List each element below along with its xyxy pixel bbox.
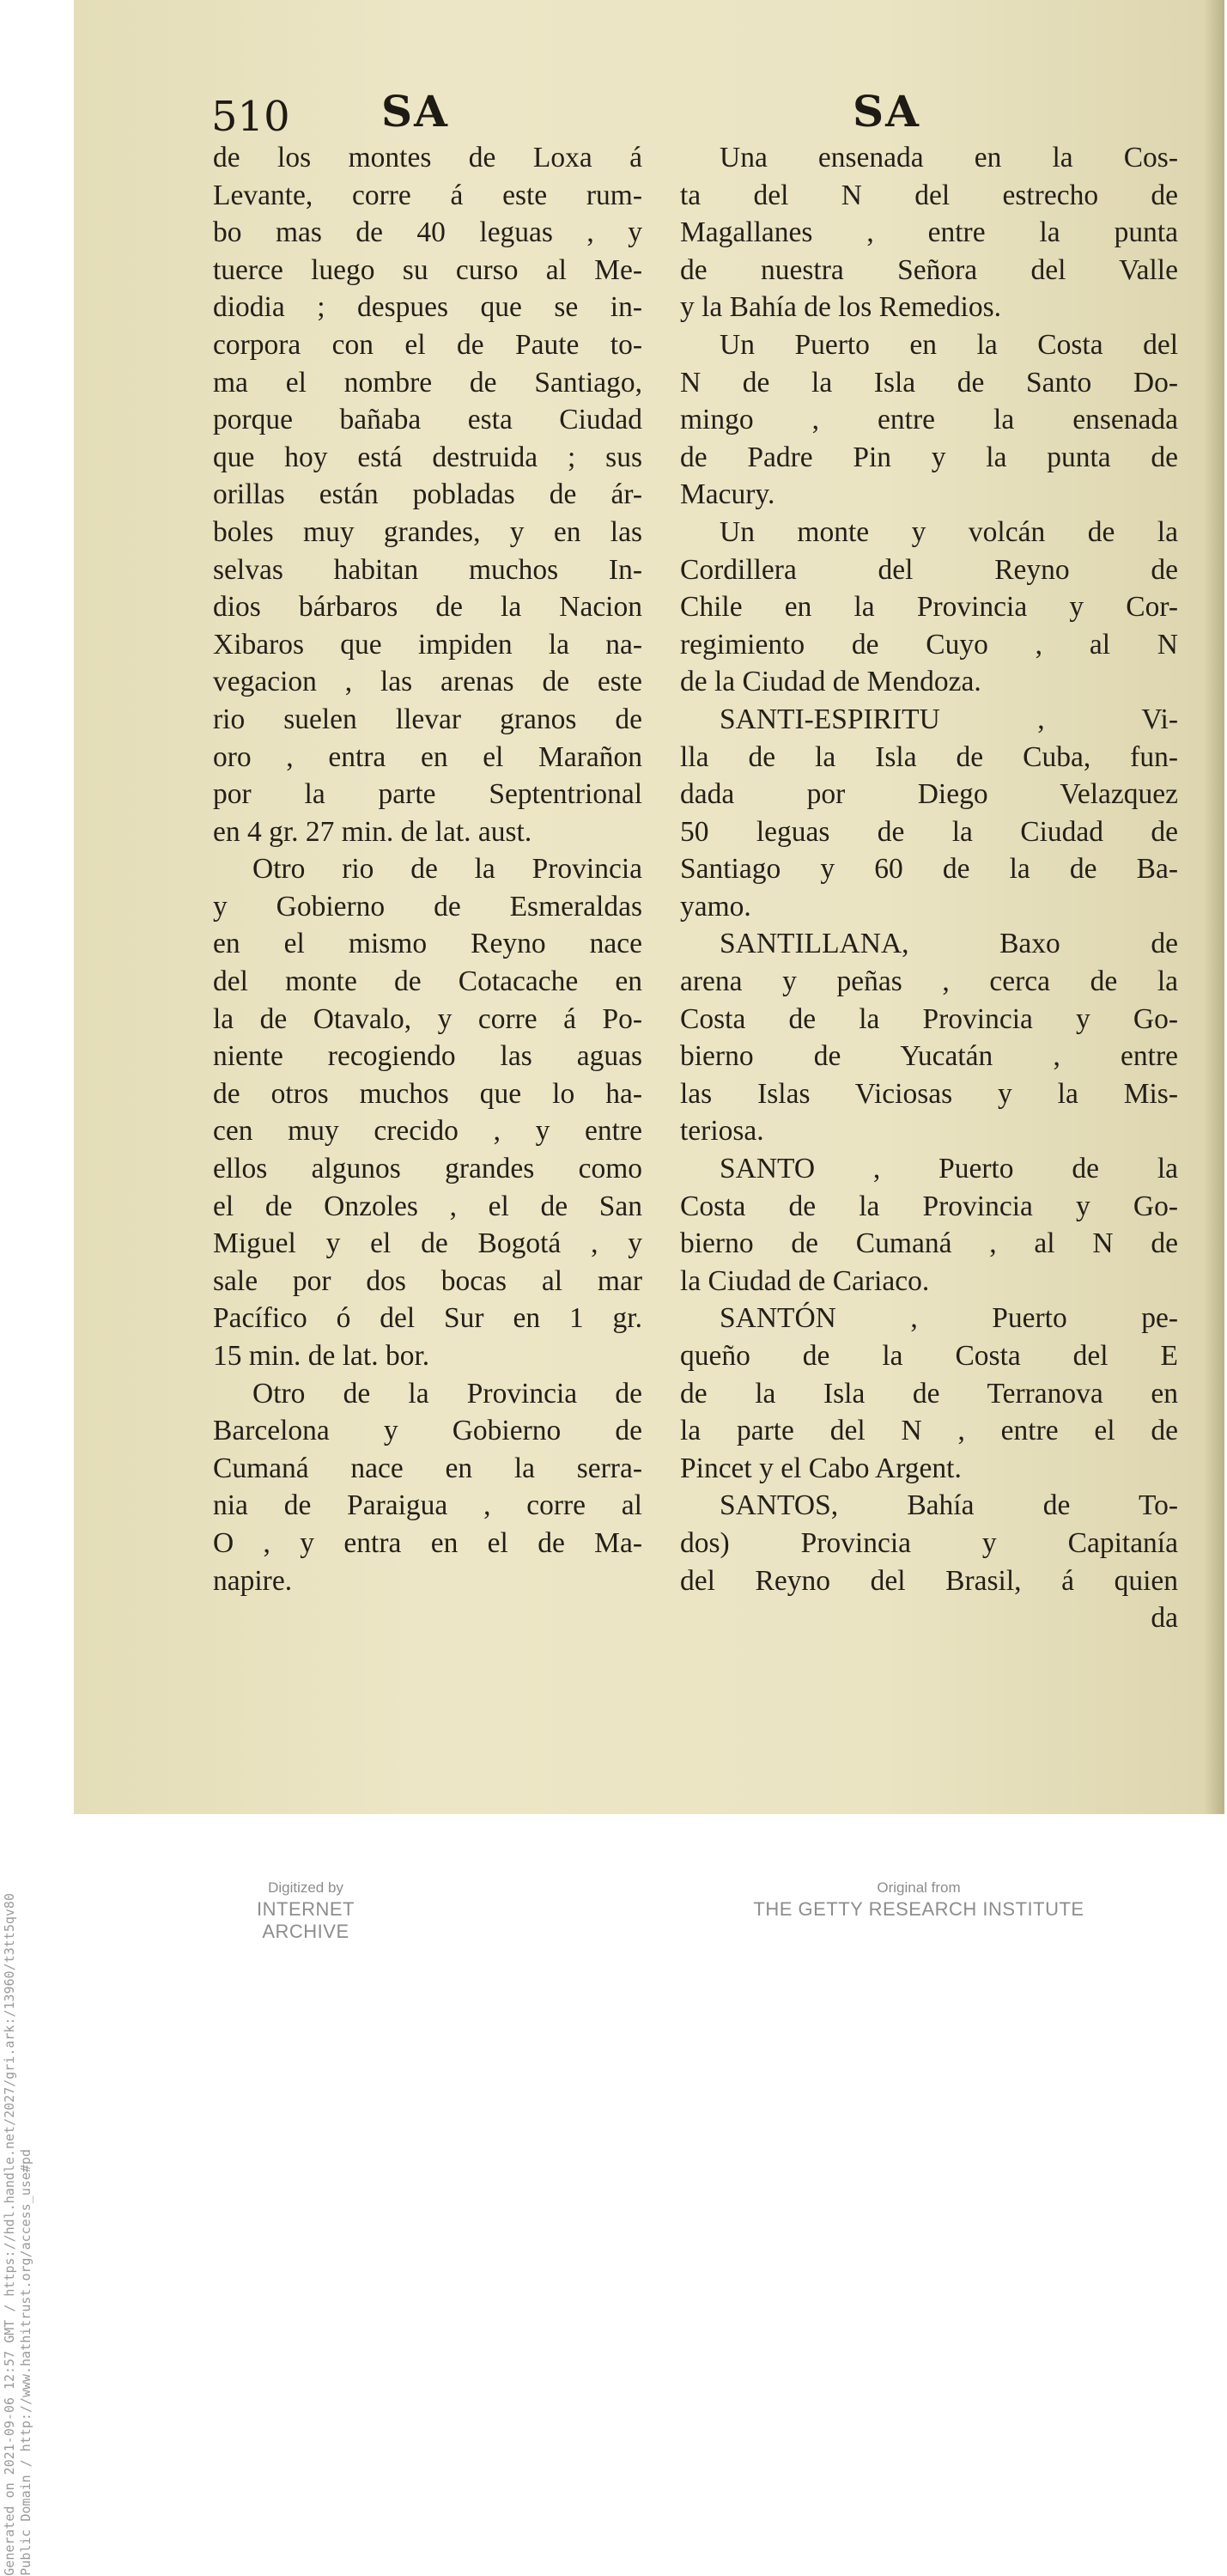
text-line: Chile en la Provincia y Cor- [680,591,1178,624]
text-line: el de Onzoles , el de San [213,1190,642,1222]
text-line: bierno de Cumaná , al N de [680,1227,1178,1260]
text-line: de la Ciudad de Mendoza. [680,666,981,698]
text-line: por la parte Septentrional [213,778,642,811]
watermark-line: Public Domain / http://www.hathitrust.org/access_use#pd [18,2149,33,2576]
text-line: Costa de la Provincia y Go- [680,1002,1178,1035]
text-line: diodia ; despues que se in- [213,291,642,324]
text-line: bo mas de 40 leguas , y [213,216,642,249]
text-line: corpora con el de Paute to- [213,328,642,361]
original-from-credit [747,1879,1090,1921]
text-line: la de Otavalo, y corre á Po- [213,1002,642,1035]
text-line: Pincet y el Cabo Argent. [680,1452,962,1484]
digitized-by-label: Digitized by [268,1879,343,1896]
text-line: ma el nombre de Santiago, [213,366,642,399]
text-line: Macury. [680,478,775,511]
book-page [74,0,1224,1814]
text-line: oro , entra en el Marañon [213,740,642,773]
text-line: Cordillera del Reyno de [680,553,1178,586]
getty-institute-label: THE GETTY RESEARCH INSTITUTE [753,1898,1084,1920]
text-line: 15 min. de lat. bor. [213,1340,430,1372]
digitized-by-credit [211,1879,400,1943]
text-line: orillas están pobladas de ár- [213,478,642,511]
text-line: dios bárbaros de la Nacion [213,591,642,624]
text-line: Un Puerto en la Costa del [720,328,1178,361]
text-line: del monte de Cotacache en [213,965,642,998]
text-line: la parte del N , entre el de [680,1415,1178,1447]
page-edge-shadow [1204,0,1224,1814]
page-number: 510 [211,93,290,141]
text-line: boles muy grandes, y en las [213,515,642,548]
text-line: de los montes de Loxa á [213,142,642,174]
right-text-column [680,139,1178,1637]
text-line: Levante, corre á este rum- [213,179,642,211]
text-line: Barcelona y Gobierno de [213,1415,642,1447]
running-header [74,86,1224,146]
text-line: SANTOS, Bahía de To- [720,1489,1178,1522]
text-line: cen muy crecido , y entre [213,1115,642,1148]
text-line: Otro de la Provincia de [252,1377,642,1410]
text-line: O , y entra en el de Ma- [213,1526,642,1559]
text-line: N de la Isla de Santo Do- [680,366,1178,399]
text-line: SANTÓN , Puerto pe- [720,1302,1178,1335]
text-line: da [1151,1602,1178,1635]
text-line: de la Isla de Terranova en [680,1377,1178,1410]
text-line: Pacífico ó del Sur en 1 gr. [213,1302,642,1335]
text-line: de nuestra Señora del Valle [680,253,1178,286]
text-line: en el mismo Reyno nace [213,928,642,960]
text-line: lla de la Isla de Cuba, fun- [680,740,1178,773]
text-line: ta del N del estrecho de [680,179,1178,211]
text-line: de otros muchos que lo ha- [213,1077,642,1110]
text-line: ellos algunos grandes como [213,1153,642,1185]
text-line: bierno de Yucatán , entre [680,1040,1178,1073]
text-line: yamo. [680,890,751,923]
text-line: del Reyno del Brasil, á quien [680,1564,1178,1597]
text-line: vegacion , las arenas de este [213,666,642,698]
right-running-head: SA [853,86,920,137]
text-line: SANTILLANA, Baxo de [720,928,1178,960]
text-line: Un monte y volcán de la [720,515,1178,548]
text-line: 50 leguas de la Ciudad de [680,815,1178,848]
text-line: tuerce luego su curso al Me- [213,253,642,286]
text-line: regimiento de Cuyo , al N [680,628,1178,661]
text-line: y Gobierno de Esmeraldas [213,890,642,923]
hathitrust-watermark [2,929,36,2576]
text-line: dada por Diego Velazquez [680,778,1178,811]
text-line: Magallanes , entre la punta [680,216,1178,249]
text-line: arena y peñas , cerca de la [680,965,1178,998]
text-line: Costa de la Provincia y Go- [680,1190,1178,1222]
watermark-line: Generated on 2021-09-06 12:57 GMT / https://hdl.handle.net/2027/gri.ark:/13960/t3tt5qv80 [2,1893,17,2576]
text-line: en 4 gr. 27 min. de lat. aust. [213,815,532,848]
text-line: mingo , entre la ensenada [680,404,1178,436]
text-line: queño de la Costa del E [680,1340,1178,1372]
text-line: Una ensenada en la Cos- [720,142,1178,174]
text-line: dos) Provincia y Capitanía [680,1526,1178,1559]
original-from-label: Original from [877,1879,961,1896]
internet-archive-label: INTERNET ARCHIVE [257,1898,355,1942]
text-line: Miguel y el de Bogotá , y [213,1227,642,1260]
text-line: Cumaná nace en la serra- [213,1452,642,1484]
text-line: niente recogiendo las aguas [213,1040,642,1073]
text-line: que hoy está destruida ; sus [213,441,642,473]
text-line: sale por dos bocas al mar [213,1264,642,1297]
text-line: rio suelen llevar granos de [213,703,642,735]
text-line: SANTO , Puerto de la [720,1153,1178,1185]
text-line: y la Bahía de los Remedios. [680,291,1002,324]
text-line: porque bañaba esta Ciudad [213,404,642,436]
text-line: SANTI-ESPIRITU , Vi- [720,703,1178,735]
text-line: Otro rio de la Provincia [252,853,642,886]
text-line: teriosa. [680,1115,764,1148]
text-line: la Ciudad de Cariaco. [680,1264,930,1297]
text-line: nia de Paraigua , corre al [213,1489,642,1522]
text-line: Santiago y 60 de la de Ba- [680,853,1178,886]
left-running-head: SA [381,86,449,137]
text-line: napire. [213,1564,293,1597]
text-line: las Islas Viciosas y la Mis- [680,1077,1178,1110]
text-line: Xibaros que impiden la na- [213,628,642,661]
text-line: selvas habitan muchos In- [213,553,642,586]
text-line: de Padre Pin y la punta de [680,441,1178,473]
left-text-column [213,139,642,1599]
